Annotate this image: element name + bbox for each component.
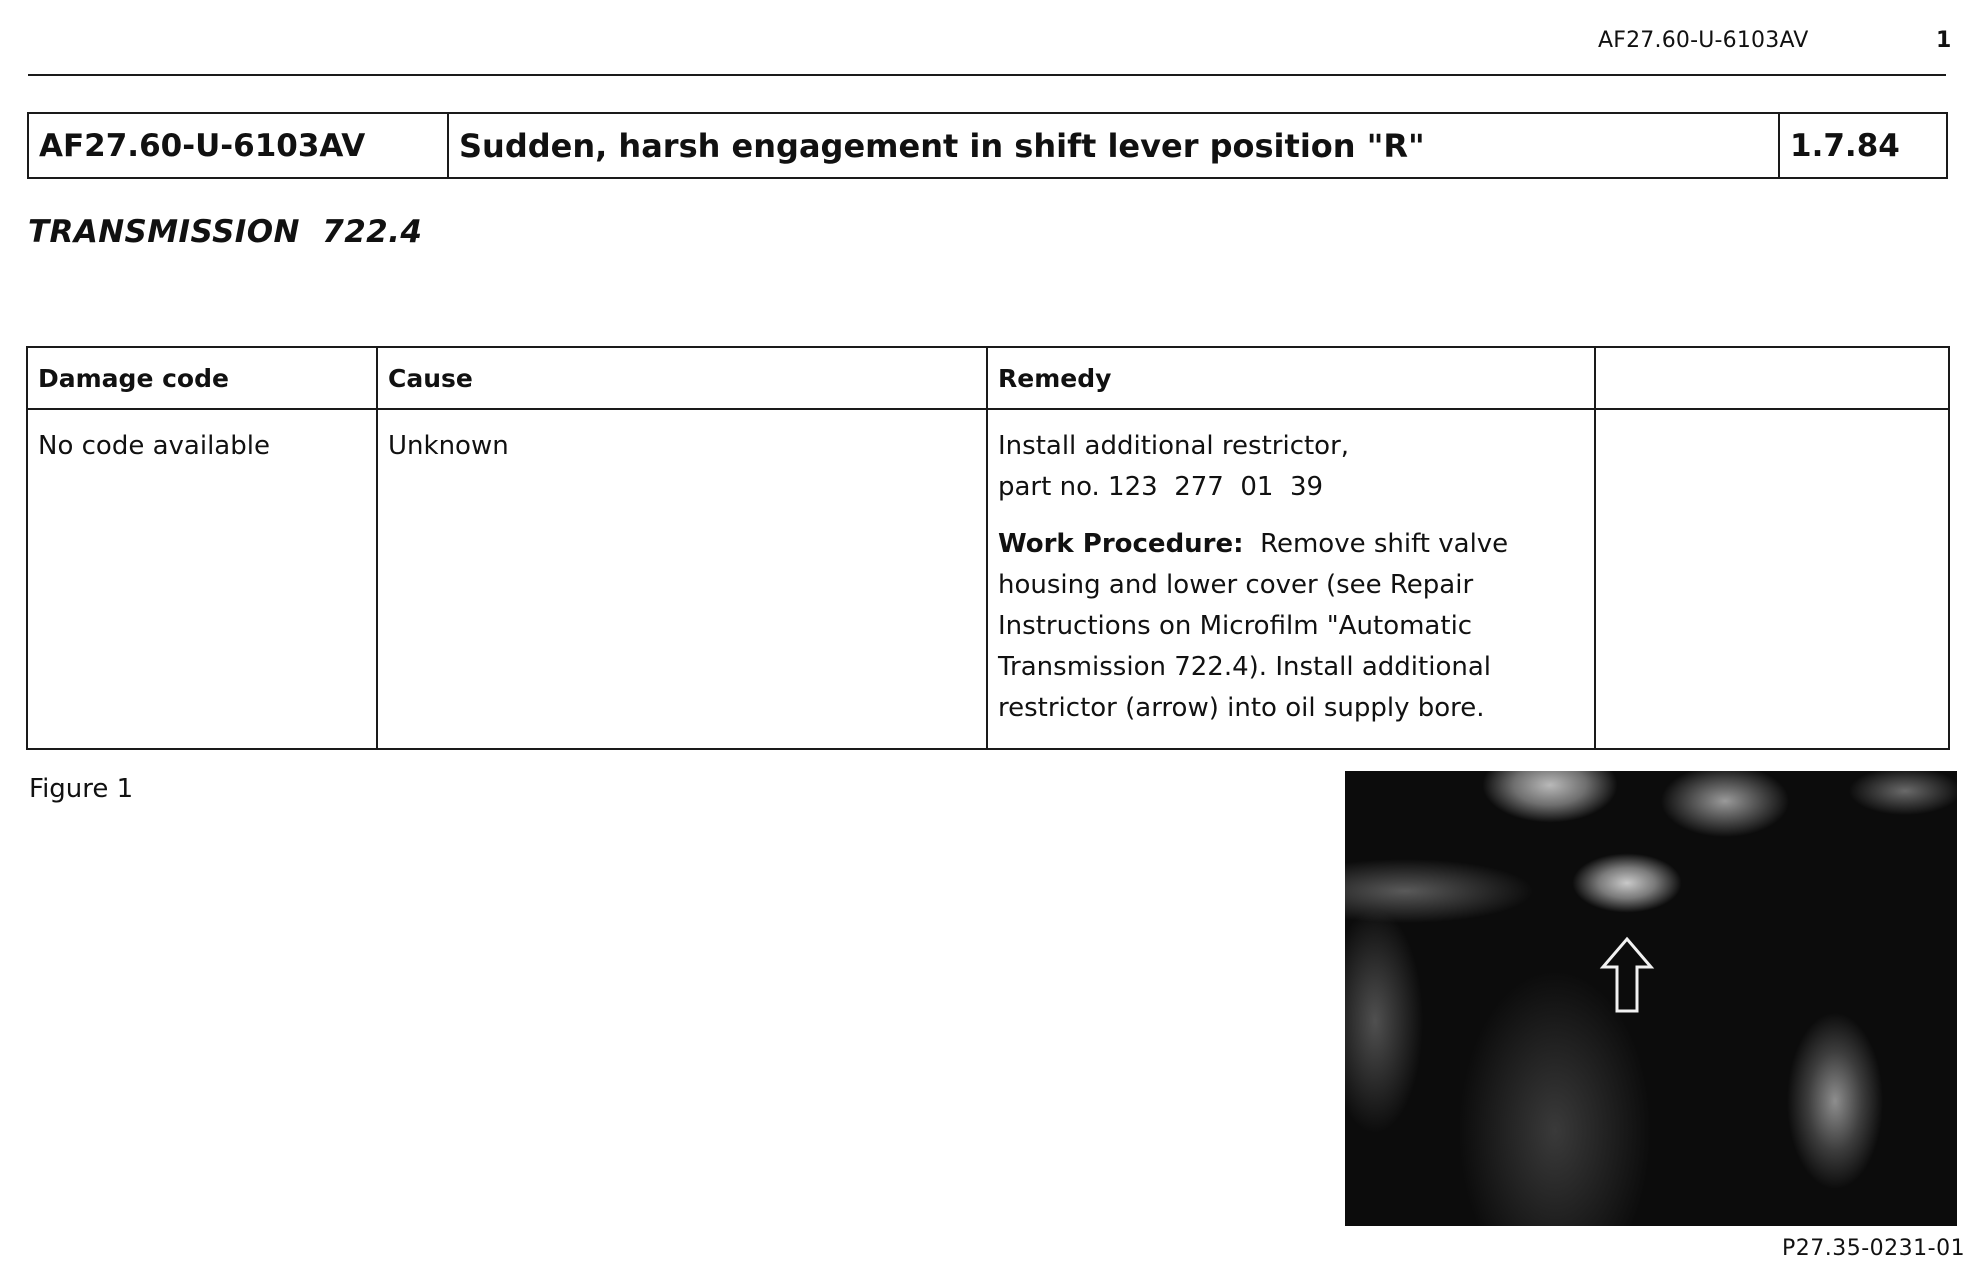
- cell-remedy: [987, 409, 1595, 749]
- header-divider: [28, 74, 1946, 76]
- remedy-line-1: Install additional restrictor,: [998, 431, 1350, 461]
- running-header-doc-id: AF27.60-U-6103AV: [1598, 28, 1809, 53]
- bulletin-code: AF27.60-U-6103AV: [28, 113, 448, 178]
- title-bar: [27, 112, 1948, 179]
- work-procedure-label: Work Procedure:: [998, 529, 1244, 559]
- up-arrow-icon: [1345, 771, 1957, 1226]
- column-header-extra: [1595, 347, 1949, 409]
- cell-damage-code: No code available: [27, 409, 377, 749]
- column-header-damage-code: Damage code: [27, 347, 377, 409]
- remedy-instruction: [998, 426, 1584, 508]
- figure-label: Figure 1: [29, 774, 134, 804]
- section-heading: TRANSMISSION 722.4: [28, 214, 423, 250]
- bulletin-subject: Sudden, harsh engagement in shift lever position "R": [448, 113, 1779, 178]
- column-header-cause: Cause: [377, 347, 987, 409]
- work-procedure-text: Remove shift valve housing and lower cover (see Repair Instructions on Microfilm "Automatic Transmission 722.4). Install additional restrictor (arrow) into oil supply bore.: [998, 529, 1509, 723]
- cell-extra: [1595, 409, 1949, 749]
- remedy-part-number: part no. 123 277 01 39: [998, 472, 1324, 502]
- damage-table: [26, 346, 1950, 750]
- page-number: 1: [1936, 28, 1952, 53]
- table-row: [27, 409, 1949, 749]
- table-header-row: [27, 347, 1949, 409]
- photo-reference-number: P27.35-0231-01: [1782, 1236, 1966, 1261]
- work-procedure: [998, 524, 1584, 729]
- cell-cause: Unknown: [377, 409, 987, 749]
- figure-photo: [1345, 771, 1957, 1226]
- bulletin-date: 1.7.84: [1779, 113, 1947, 178]
- column-header-remedy: Remedy: [987, 347, 1595, 409]
